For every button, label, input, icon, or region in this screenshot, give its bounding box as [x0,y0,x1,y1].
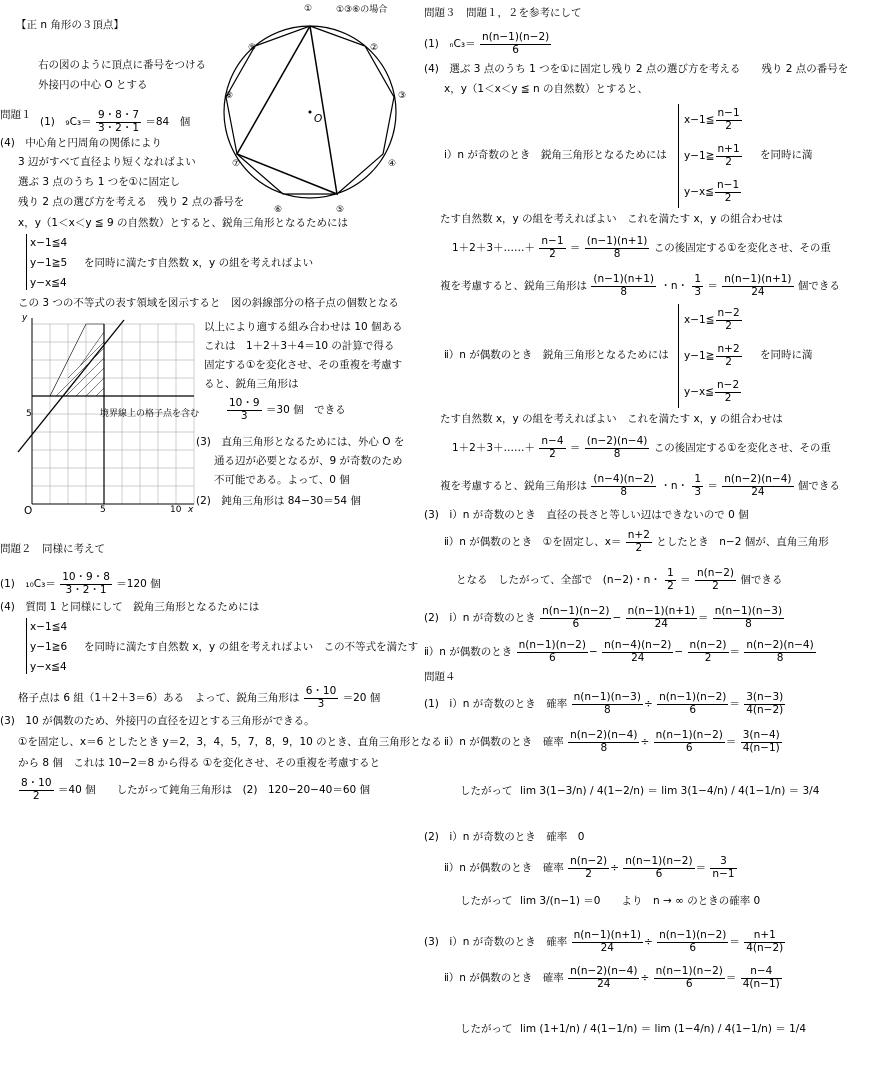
numerator: n(n−2)(n−4) [570,729,638,741]
text-line: (2) ⅰ）n が奇数のとき [424,612,536,625]
text-line: 個できる [797,480,840,493]
vertex-label: ⑥ [274,205,283,215]
limit-value: ＝0 より n → ∞ のときの確率 0 [583,895,761,907]
denominator: 3 [317,697,325,710]
denominator: 8 [603,703,611,716]
text-line: 複を考慮すると、鋭角三角形は [440,480,587,493]
numerator: n(n−2) [697,567,734,579]
text-line: この 3 つの不等式の表す領域を図示すると 図の斜線部分の格子点の個数となる [18,297,399,309]
denominator: 8 [600,741,608,754]
text-line: 3 辺がすべて直径より短くなればよい [18,156,196,168]
numerator: 1 [667,567,674,579]
q1-p1-text: (1) ₉C₃＝ [40,116,92,129]
text-line: となる したがって、全部で (n−2)・n・ [456,574,661,587]
fraction [19,778,54,802]
result-text: ＝40 個 したがって鈍角三角形は (2) 120−20−40＝60 個 [57,784,371,797]
fraction [692,274,703,298]
inequality [684,344,743,368]
math-line [456,568,782,592]
text-line: 不可能である。よって、0 個 [214,474,350,486]
numerator: 3 [710,856,736,869]
intro-line: 右の図のように頂点に番号をつける [38,59,206,71]
denominator: 4(n−2) [746,703,784,716]
denominator: 4(n−1) [742,741,780,754]
text-line: この後固定する①を変化させ、その重 [653,242,831,255]
denominator: 2 [549,247,556,260]
text-line: (4) 質問 1 と同様にして 鋭角三角形となるためには [0,601,260,613]
numerator: n+2 [717,343,740,355]
text-line: (3) 直角三角形となるためには、外心 O を [196,436,405,448]
axis-origin: O [24,505,33,517]
math-line [452,236,831,260]
fraction [227,398,262,422]
denominator: 8 [745,617,752,630]
vertex-label: ⑨ [248,43,257,53]
text-line: (4) 中心角と円周角の関係により [0,137,162,149]
ineq-left: y−1≧ [684,350,715,363]
ineq-left: y−1≧ [684,150,715,163]
denominator: n−1 [712,867,735,880]
text-line: 固定する①を変化させ、その重複を考慮す [204,359,403,371]
fraction [568,856,609,880]
q3-heading: 問題３ 問題１，２を参考にして [424,7,582,19]
inequality: y−x≦4 [30,277,67,289]
fraction [568,966,639,990]
brace [26,234,27,290]
ineq-left: y−x≦ [684,186,715,199]
numerator: n(n−2)(n−4) [724,473,792,485]
q2-p1-result: ＝120 個 [116,578,161,591]
denominator: 2 [725,319,732,332]
denominator: 2 [725,155,732,168]
math-line [440,274,840,298]
fraction [591,474,656,498]
fraction [572,930,643,954]
fraction [710,856,736,880]
numerator: n(n−1)(n−2) [542,605,610,617]
numerator: 6・10 [305,685,337,697]
text-line: 以上により適する組み合わせは 10 個ある [204,321,403,333]
numerator: n(n−1)(n−2) [659,929,727,941]
fraction [657,930,728,954]
denominator: 6 [685,741,693,754]
vertex-label: ② [370,43,379,53]
text-line: ⅱ）n が偶数のとき 確率 [444,862,564,875]
numerator: (n−2)(n−4) [586,435,648,447]
numerator: n−2 [717,379,740,391]
fraction [744,640,815,664]
numerator: n(n−2) [689,639,727,651]
text-line: を同時に満たす自然数 x，y の組を考えればよい [84,257,314,269]
fraction [713,606,784,630]
fraction [715,380,741,404]
fraction [695,568,736,592]
vertex-label: ⑧ [225,91,234,101]
q2-part1 [0,572,161,596]
inequality: y−x≦4 [30,661,67,673]
denominator: 6 [512,43,519,56]
text-line: (3) ⅰ）n が奇数のとき 確率 [424,936,568,949]
text-line: したがって [460,1023,513,1035]
equals: ＝ [707,280,718,293]
numerator: n(n−1)(n−2) [481,31,550,43]
text-line: たす自然数 x，y の組を考えればよい これを満たす x，y の組合わせは [440,213,783,225]
fraction [602,640,673,664]
ineq-left: x−1≦ [684,314,715,327]
brace [678,304,679,408]
denominator: 3 [240,409,248,422]
numerator: n(n−1)(n+1) [724,273,792,285]
fraction [741,966,782,990]
ineq-left: y−x≦ [684,386,715,399]
fraction [654,730,725,754]
sum-text: 1＋2＋3＋……＋ [452,242,536,255]
numerator: n+2 [627,529,650,541]
fraction [540,606,611,630]
fraction [716,108,742,132]
axis-label-y: y [22,313,28,323]
q1-part1 [40,110,190,134]
math-line [440,474,840,498]
inequality [684,308,743,332]
q3-p1-text: (1) ₙC₃＝ [424,38,476,51]
denominator: 2 [724,391,732,404]
fraction [722,274,793,298]
denominator: 2 [725,119,732,132]
denominator: 6 [689,703,697,716]
fraction [716,308,742,332]
text-line: これは 1＋2＋3＋4＝10 の計算で得る [204,340,395,352]
denominator: 3 [694,485,702,498]
y-tick: 5 [26,409,32,419]
numerator: n+1 [744,930,785,943]
fraction [716,344,742,368]
fraction [591,274,656,298]
math-line: (2) ⅰ）n が奇数のとき $\frac{n(n-1)(n-2)}{6}$ − $\frac{n(n-1)(n+1)}{24}$ ＝ $\frac{n(n-1)(n-3)}{8}$ [424,605,783,630]
text-line: たす自然数 x，y の組を考えればよい これを満たす x，y の組合わせは [440,413,783,425]
denominator: 24 [631,651,645,664]
denominator: 3 [694,285,702,298]
fraction [722,474,793,498]
denominator: 2 [32,789,40,802]
denominator: 24 [597,977,611,990]
q2-heading: 問題２ 同様に考えて [0,543,105,555]
intro-line: 外接円の中心 O とする [38,79,148,91]
numerator: 9・8・7 [97,109,140,121]
fraction [744,930,785,954]
numerator: n(n−1)(n−3) [573,691,641,703]
polygon-caption: ①③⑥の場合 [336,5,388,15]
fraction [654,966,725,990]
vertex-label: ① [304,4,313,14]
fraction [657,692,728,716]
vertex-label: ⑦ [232,159,241,169]
text-line: したがって [460,785,513,797]
numerator: (n−1)(n+1) [593,273,654,285]
numerator: n−4 [741,966,782,979]
fraction [626,606,697,630]
text-line: x，y（1＜x＜y ≦ 9 の自然数）とすると、鋭角三角形となるためには [18,217,349,229]
numerator: n(n−1)(n−2) [659,691,727,703]
text-line: (2) 鈍角三角形は 84−30＝54 個 [196,495,361,507]
fraction [626,530,652,554]
numerator: n(n−1)(n+1) [573,929,641,941]
math-line: ⅱ）n が偶数のとき $\frac{n(n-1)(n-2)}{6}$ − $\frac{n(n-4)(n-2)}{24}$ − $\frac{n(n-2)}{2}$ ＝ $\frac{n(n-2)(n-4)}{8}$ [424,639,814,664]
inequality: y−1≧6 [30,641,68,653]
numerator: n(n−1)(n−2) [625,855,693,867]
numerator: n(n−2)(n−4) [570,965,638,977]
fraction [716,144,742,168]
numerator: n(n−1)(n−2) [655,729,723,741]
text-line: 格子点は 6 組（1＋2＋3＝6）ある よって、鋭角三角形は [18,692,300,705]
text-line: としたとき n−2 個が、直角三角形 [656,536,829,549]
text-line: 通る辺が必要となるが、9 が奇数のため [214,455,403,467]
vertex-label: ③ [398,91,407,101]
q1-heading: 問題１ [0,109,32,121]
denominator: 4(n−1) [742,977,780,990]
fraction [96,110,141,134]
equals: ＝ [569,242,581,255]
numerator: n(n−1)(n−2) [655,965,723,977]
page-title: 【正 n 角形の３頂点】 [16,19,124,31]
denominator: 2 [704,651,712,664]
denominator: 8 [620,285,628,298]
denominator: 24 [751,285,765,298]
limit-expression: lim (1+1/n) / 4(1−1/n) ＝ lim (1−4/n) / 4(1−1/n) ＝ 1/4 [520,1023,807,1035]
text-line: (3) ⅰ）n が奇数のとき 直径の長さと等しい辺はできないので 0 個 [424,509,749,521]
math-line [444,530,829,554]
fraction [517,640,588,664]
result-text: ＝20 個 [342,692,381,705]
inequality [684,380,742,404]
inequality: y−1≧5 [30,257,68,269]
vertex-label: ④ [388,159,397,169]
sum-text: 1＋2＋3＋……＋ [452,442,536,455]
numerator: 10・9・8 [62,571,110,583]
fraction [480,32,551,56]
fraction [585,436,650,460]
fraction [744,692,785,716]
denominator: 8 [776,651,784,664]
math-line: ⅱ）n が偶数のとき 確率 $\frac{n(n-2)(n-4)}{8}$ ÷ $\frac{n(n-1)(n-2)}{6}$ ＝ $\frac{3(n-4)}{4(n-1)}$ [444,729,780,754]
text-line: を同時に満たす自然数 x，y の組を考えればよい この不等式を満たす [84,641,419,653]
numerator: n−2 [717,307,740,319]
result-text: ＝30 個 できる [265,404,346,417]
denominator: 6 [572,617,580,630]
text-line: ⅱ）n が偶数のとき 確率 [444,972,564,985]
text-line: ⅱ）n が偶数のとき 鋭角三角形となるためには [444,349,669,361]
denominator: 24 [654,617,668,630]
numerator: n−4 [541,435,564,447]
text-line: ⅱ）n が偶数のとき 確率 [444,736,564,749]
fraction [585,236,650,260]
numerator: 1 [694,273,702,285]
x-tick: 5 [100,505,106,515]
numerator: n(n−1)(n+1) [627,605,695,617]
text-line: (1) ⅰ）n が奇数のとき 確率 [424,698,568,711]
limit-expression: lim 3/(n−1) ＝0 より n → ∞ のときの確率 0 [520,895,761,907]
numerator: n+1 [717,143,740,155]
denominator: 2 [724,191,732,204]
times: ・n・ [660,480,688,493]
numerator: 3(n−4) [742,729,780,741]
inequality [684,180,742,204]
q1-result [226,398,346,422]
denominator: 8 [613,447,621,460]
text-line: ①を固定し、x＝6 としたとき y＝2，3，4，5，7，8，9，10 のとき、直角三角形となる [18,736,442,748]
denominator: 24 [751,485,765,498]
denominator: 6 [685,977,693,990]
denominator: 2 [712,579,719,592]
math-line: (1) ⅰ）n が奇数のとき 確率 $\frac{n(n-1)(n-3)}{8}$ ÷ $\frac{n(n-1)(n-2)}{6}$ ＝ $\frac{3(n-3)}{4(n-2)}$ [424,691,784,716]
inequality [684,108,743,132]
center-label: O [314,113,323,125]
q1-p1-result: ＝84 個 [145,116,191,129]
fraction [715,180,741,204]
vertex-label: ⑤ [336,205,345,215]
text-line: この後固定する①を変化させ、その重 [653,442,831,455]
math-line: (3) ⅰ）n が奇数のとき 確率 $\frac{n(n-1)(n+1)}{24}$ ÷ $\frac{n(n-1)(n-2)}{6}$ ＝ $\frac{n+1}{4(n-2)}$ [424,929,784,954]
text-line: ると、鋭角三角形は [204,378,299,390]
denominator: 4(n−2) [746,941,784,954]
fraction [568,730,639,754]
numerator: 8・10 [21,777,52,789]
numerator: 1 [694,473,702,485]
text-line: x，y（1＜x＜y ≦ n の自然数）とすると、 [444,83,649,95]
fraction [539,436,565,460]
limit-value: ＝ 1/4 [775,1023,807,1035]
numerator: 10・9 [229,397,260,409]
text-line: から 8 個 これは 10−2＝8 から得る ①を変化させ、その重複を考慮すると [18,757,380,769]
fraction [539,236,565,260]
numerator: n(n−2) [570,855,608,867]
fraction [304,686,339,710]
text-line: 複を考慮すると、鋭角三角形は [440,280,587,293]
denominator: 24 [600,941,614,954]
text-line: 個できる [797,280,840,293]
equals: ＝ [569,442,581,455]
axis-label-x: x [188,505,194,515]
text-line: を同時に満 [760,349,813,361]
brace [678,104,679,208]
x-tick: 10 [170,505,182,515]
q2-lattice [18,686,380,710]
text-line: を同時に満 [760,149,813,161]
denominator: 2 [549,447,556,460]
fraction [60,572,112,596]
text-line: ⅱ）n が偶数のとき ①を固定し、x＝ [444,536,622,549]
denominator: 2 [585,867,592,880]
denominator: 2 [667,579,674,592]
numerator: n(n−1)(n−3) [714,605,783,617]
denominator: 6 [689,941,697,954]
numerator: n−1 [717,107,740,119]
fraction [665,568,676,592]
math-line: ⅱ）n が偶数のとき 確率 $\frac{n(n-2)(n-4)}{24}$ ÷ $\frac{n(n-1)(n-2)}{6}$ ＝ $\frac{n-4}{4(n-1)}$ [444,965,780,990]
q3-part1 [424,32,552,56]
numerator: 3(n−3) [746,691,784,703]
math-line [452,436,831,460]
text-line: ⅱ）n が偶数のとき [424,646,513,659]
fraction [688,640,729,664]
fraction [741,730,782,754]
ineq-left: x−1≦ [684,114,715,127]
denominator: 3・2・1 [65,583,107,596]
fraction [572,692,643,716]
text-line: 個できる [740,574,783,587]
q2-p1-text: (1) ₁₀C₃＝ [0,578,56,591]
numerator: n(n−2)(n−4) [746,639,814,651]
denominator: 2 [725,355,732,368]
text-line: 残り 2 点の選び方を考える 残り 2 点の番号を [18,196,245,208]
numerator: (n−4)(n−2) [593,473,654,485]
polygon-figure [222,4,400,214]
equals: ＝ [707,480,718,493]
text-line: (4) 選ぶ 3 点のうち 1 つを①に固定し残り 2 点の選び方を考える 残り 2 点の番号を [424,63,849,75]
inequality: x−1≦4 [30,237,68,249]
fraction [623,856,694,880]
numerator: (n−1)(n+1) [586,235,648,247]
brace [26,618,27,674]
text-line: 選ぶ 3 点のうち 1 つを①に固定し [18,176,181,188]
q2-result [18,778,370,802]
equals: ＝ [680,574,691,587]
text-line: したがって [460,895,513,907]
fraction [692,474,703,498]
text-line: (2) ⅰ）n が奇数のとき 確率 0 [424,831,585,843]
text-line: ⅰ）n が奇数のとき 鋭角三角形となるためには [444,149,667,161]
numerator: n−1 [717,179,740,191]
inequality [684,144,743,168]
denominator: 6 [655,867,663,880]
times: ・n・ [660,280,688,293]
limit-expression: lim 3(1−3/n) / 4(1−2/n) ＝ lim 3(1−4/n) / 4(1−1/n) ＝ 3/4 [520,785,820,797]
denominator: 2 [635,541,643,554]
math-line: ⅱ）n が偶数のとき 確率 $\frac{n(n-2)}{2}$ ÷ $\frac{n(n-1)(n-2)}{6}$ ＝ $\frac{3}{n-1}$ [444,855,735,880]
denominator: 8 [620,485,628,498]
q4-heading: 問題４ [424,671,456,683]
limit-value: ＝ 3/4 [788,785,820,797]
numerator: n(n−1)(n−2) [518,639,586,651]
text-line: (3) 10 が偶数のため、外接円の直径を辺とする三角形ができる。 [0,715,315,727]
numerator: n(n−4)(n−2) [604,639,672,651]
inequality: x−1≦4 [30,621,68,633]
numerator: n−1 [541,235,564,247]
denominator: 6 [548,651,556,664]
graph-note: 境界線上の格子点を含む [100,409,200,419]
denominator: 3・2・1 [97,121,140,134]
denominator: 8 [613,247,621,260]
